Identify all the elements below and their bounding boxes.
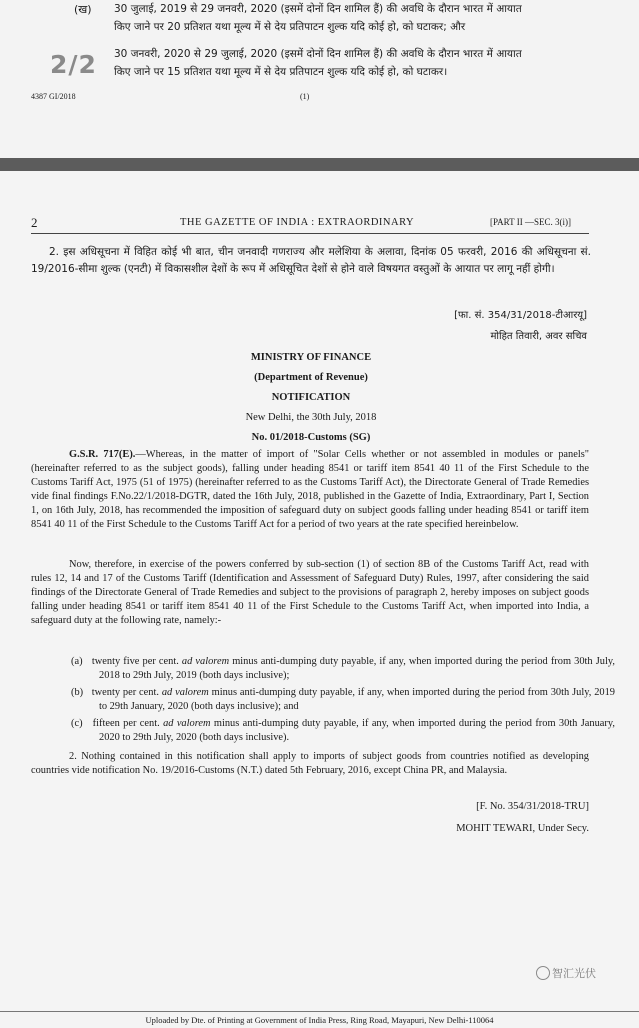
wechat-icon (536, 966, 550, 980)
item-label: (c) (71, 718, 83, 729)
clause-c-line-1: 30 जनवरी, 2020 से 29 जुलाई, 2020 (इसमें दोनों दिन शामिल हैं) की अवधि के दौरान भारत में आयात (114, 48, 522, 60)
place-date: New Delhi, the 30th July, 2018 (245, 412, 377, 423)
clause-label-b: (ख) (74, 3, 92, 16)
item-label: (a) (71, 656, 83, 667)
header-rule (31, 233, 589, 234)
clause-b-line-2: किए जाने पर 20 प्रतिशत यथा मूल्य में से देय प्रतिपाटन शुल्क यदि कोई हो, को घटाकर; और (114, 21, 466, 33)
clause-b-text (114, 0, 614, 36)
page-divider (0, 158, 639, 171)
hindi-file-number: [फा. सं. 354/31/2018-टीआरयू] (454, 310, 587, 321)
department-heading: (Department of Revenue) (254, 372, 368, 383)
previous-page-fragment (0, 0, 639, 158)
header-page-number: 2 (31, 215, 38, 230)
clause-b-line-1: 30 जुलाई, 2019 से 29 जनवरी, 2020 (इसमें दोनों दिन शामिल हैं) की अवधि के दौरान भारत में आयात (114, 3, 522, 15)
page-number: (1) (300, 92, 310, 101)
rate-item-a: (a) twenty five per cent. ad valorem minus anti-dumping duty payable, if any, when imported during the period from 30th July, 2018 to 29th July, 2019 (both days inclusive); (71, 656, 615, 681)
item-label: (b) (71, 687, 84, 698)
paragraph-whereas-text: —Whereas, in the matter of import of "Solar Cells whether or not assembled in modules or panels" (hereinafter referred to as the subject goods), falling under heading 8541 or tariff item 8541 40 11 of the First Schedule to the Customs Tariff Act, 1975 (51 of 1975) (hereinafter referred to as the Customs Tariff Act), the Directorate General of Trade Remedies vide final findings F.No.22/1/2018-DGTR, dated the 16th July, 2018, published in the Gazette of India, Extraordinary, Part I, Section 1, on 16th July, 2018, has recommended the imposition of safeguard duty on subject goods falling under heading 8541 or tariff item 8541 40 11 of the First Schedule to the Customs Tariff Act for a period of two years at the rate specified hereinbelow. (31, 449, 589, 530)
paragraph-now-therefore: Now, therefore, in exercise of the powers conferred by sub-section (1) of section 8B of the Customs Tariff Act, read with rules 12, 14 and 17 of the Customs Tariff (Identification and Assessment of Safeguard Duty) Rules, 1997, after considering the said findings of the Directorate General of Trade Remedies and subject to the provisions of paragraph 2, hereby imposes on subject goods falling under heading 8541 or tariff item 8541 40 11 of the First Schedule to the Customs Tariff Act, when imported into India, a safeguard duty at the following rate, namely:- (31, 559, 589, 626)
clause-c-line-2: किए जाने पर 15 प्रतिशत यथा मूल्य में से देय प्रतिपाटन शुल्क यदि कोई हो, को घटाकर। (114, 66, 448, 78)
watermark: 智汇光伏 (552, 967, 596, 980)
gazette-title: THE GAZETTE OF INDIA : EXTRAORDINARY (180, 217, 415, 228)
signatory: MOHIT TEWARI, Under Secy. (456, 823, 589, 834)
paragraph-whereas (31, 448, 589, 531)
ministry-heading: MINISTRY OF FINANCE (250, 352, 372, 363)
paragraph-exclusion: 2. Nothing contained in this notification shall apply to imports of subject goods from countries notified as developing countries vide notification No. 19/2016-Customs (N.T.) dated 5th February, 2016, except China PR, and Malaysia. (31, 751, 589, 776)
clause-c-text (114, 45, 614, 81)
gazette-page (0, 171, 639, 1028)
hindi-signatory: मोहित तिवारी, अवर सचिव (490, 331, 587, 342)
gsr-number: G.S.R. 717(E). (69, 449, 136, 460)
gazette-part: [PART II —SEC. 3(i)] (490, 217, 571, 227)
footer-rule (0, 1011, 639, 1012)
notification-heading: NOTIFICATION (271, 392, 351, 403)
rate-item-c: (c) fifteen per cent. ad valorem minus anti-dumping duty payable, if any, when imported during the period from 30th January, 2020 to 29th July, 2020 (both days inclusive). (71, 718, 615, 743)
notification-number: No. 01/2018-Customs (SG) (251, 432, 371, 443)
gi-code: 4387 GI/2018 (31, 92, 76, 101)
hindi-paragraph: 2. इस अधिसूचना में विहित कोई भी बात, चीन जनवादी गणराज्य और मलेशिया के अलावा, दिनांक 05 फरवरी, 2016 की अधिसूचना सं. 19/2016-सीमा शुल्क (एनटी) में विकासशील देशों के रूप में अधिसूचित देशों से होने वाले विषयगत वस्तुओं के आयात पर लागू नहीं होगी। (31, 246, 591, 275)
file-number: [F. No. 354/31/2018-TRU] (476, 801, 589, 812)
rate-item-b: (b) twenty per cent. ad valorem minus anti-dumping duty payable, if any, when imported during the period from 30th July, 2019 to 29th January, 2020 (both days inclusive); and (71, 687, 615, 712)
footer-text: Uploaded by Dte. of Printing at Government of India Press, Ring Road, Mayapuri, New Delhi-110064 (145, 1015, 494, 1025)
page-badge: 2/2 (50, 50, 97, 79)
